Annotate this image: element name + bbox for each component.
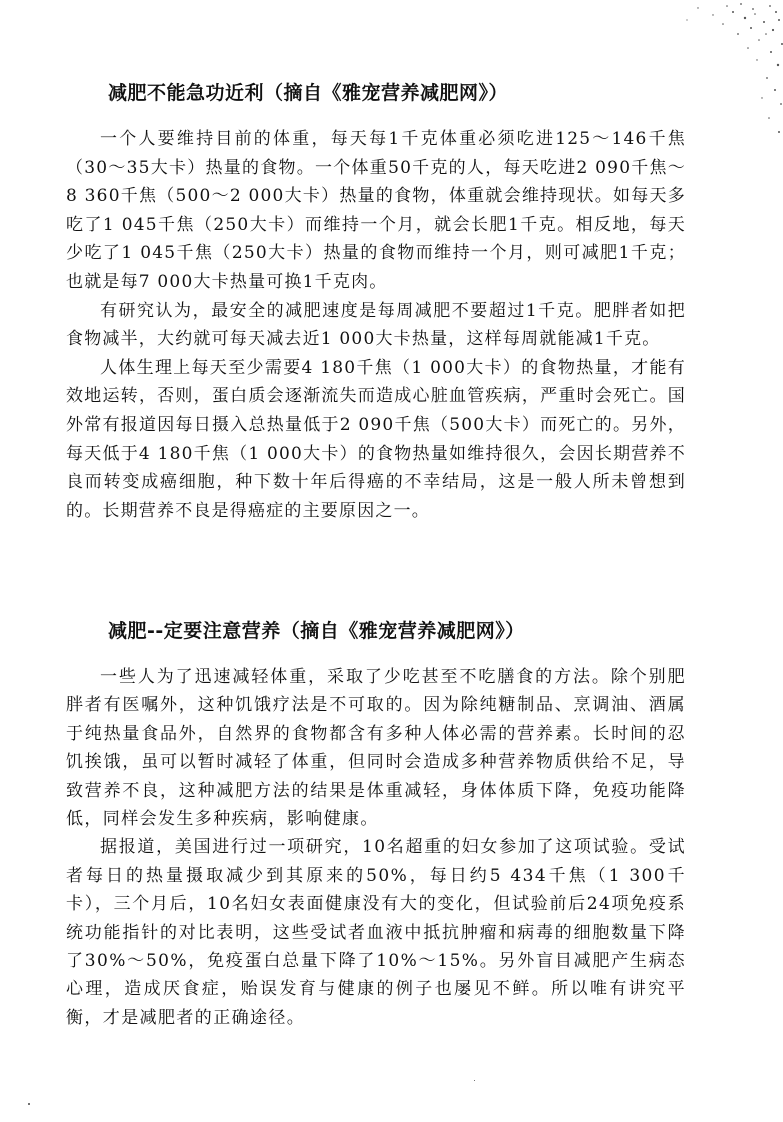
paragraph: 有研究认为，最安全的减肥速度是每周减肥不要超过1千克。肥胖者如把食物减半，大约就可每天减去近1 000大卡热量，这样每周就能减1千克。: [66, 300, 686, 350]
paragraph: 一些人为了迅速减轻体重，采取了少吃甚至不吃膳食的方法。除个别肥胖者有医嘱外，这种饥饿疗法是不可取的。因为除纯糖制品、烹调油、酒属于纯热量食品外，自然界的食物都含有多种人体必需的营养素。长时间的忍饥挨饿，虽可以暂时减轻了体重，但同时会造成多种营养物质供给不足，导致营养不良，这种减肥方法的结果是体重减轻，身体体质下降，免疫功能降低，同样会发生多种疾病，影响健康。: [66, 667, 686, 830]
section-2: [66, 616, 686, 1032]
scan-speck: [474, 1080, 475, 1081]
scan-speck: [28, 1103, 30, 1105]
paragraph: 人体生理上每天至少需要4 180千焦（1 000大卡）的食物热量，才能有效地运转，否则，蛋白质会逐渐流失而造成心脏血管疾病，严重时会死亡。国外常有报道因每日摄入总热量低于2 090千焦（500大卡）而死亡的。另外，每天低于4 180千焦（1 000大卡）的食物热量如维持很久，会因长期营养不良而转变成癌细胞，种下数十年后得癌的不幸结局，这是一般人所未曾想到的。长期营养不良是得癌症的主要原因之一。: [66, 357, 686, 521]
section-heading: 减肥--定要注意营养（摘自《雅宠营养减肥网》）: [108, 620, 525, 642]
section-1: [66, 78, 686, 525]
paragraph: 据报道，美国进行过一项研究，10名超重的妇女参加了这项试验。受试者每日的热量摄取减少到其原来的50%，每日约5 434千焦（1 300千卡），三个月后，10名妇女表面健康没有大的变化，但试验前后24项免疫系统功能指针的对比表明，这些受试者血液中抵抗肿瘤和病毒的细胞数量下降了30%～50%，免疫蛋白总量下降了10%～15%。另外盲目减肥产生病态心理，造成厌食症，贻误发育与健康的例子也屡见不鲜。所以唯有讲究平衡，才是减肥者的正确途径。: [66, 837, 686, 1028]
section-heading: 减肥不能急功近利（摘自《雅宠营养减肥网》）: [108, 82, 509, 104]
paragraph: 一个人要维持目前的体重，每天每1千克体重必须吃进125～146千焦（30～35大卡）热量的食物。一个体重50千克的人，每天吃进2 090千焦～8 360千焦（500～2 000大卡）热量的食物，体重就会维持现状。如每天多吃了1 045千焦（250大卡）而维持一个月，就会长肥1千克。相反地，每天少吃了1 045千焦（250大卡）热量的食物而维持一个月，则可减肥1千克；也就是每7 000大卡热量可换1千克肉。: [66, 129, 686, 292]
